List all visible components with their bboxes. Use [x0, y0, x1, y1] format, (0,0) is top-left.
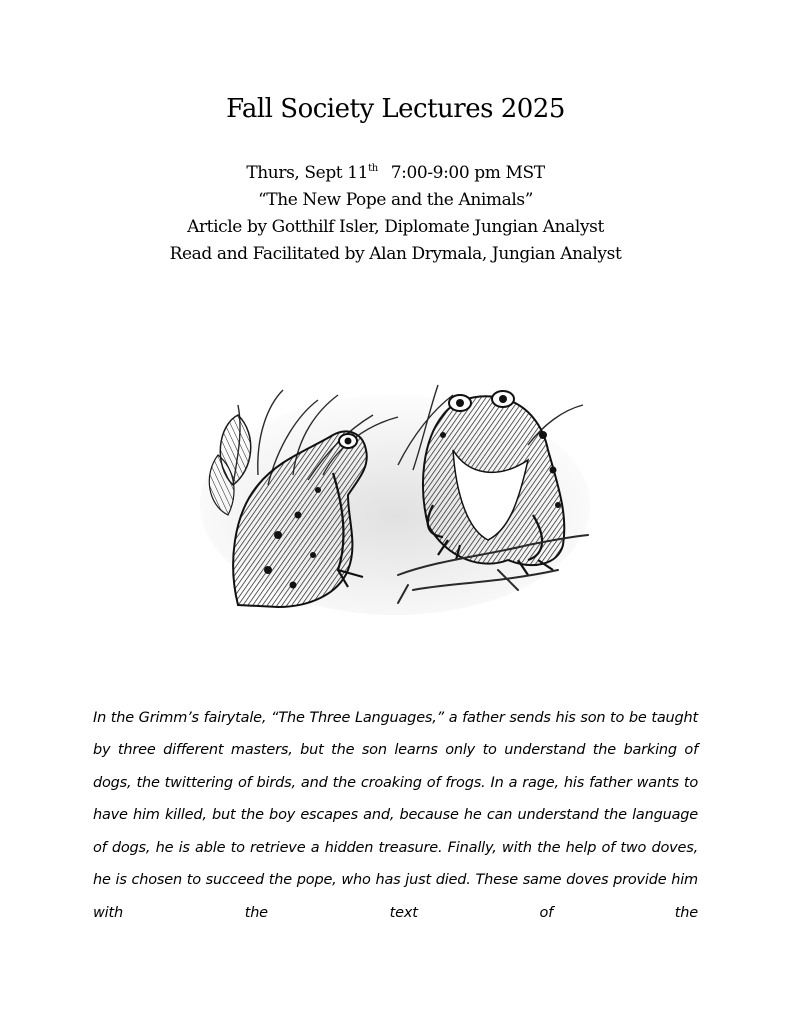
frogs-engraving-icon — [198, 355, 593, 615]
article-credit: Article by Gotthilf Isler, Diplomate Jungian Analyst — [187, 217, 604, 237]
event-info — [0, 155, 791, 268]
facilitator-credit: Read and Facilitated by Alan Drymala, Jungian Analyst — [169, 244, 622, 264]
event-date-line — [0, 155, 791, 187]
event-date-suffix: th — [368, 163, 378, 174]
talk-title: “The New Pope and the Animals” — [257, 190, 534, 210]
event-date: Thurs, Sept 11 — [246, 163, 369, 183]
event-time: 7:00-9:00 pm MST — [390, 163, 545, 183]
body-paragraph: In the Grimm’s fairytale, “The Three Languages,” a father sends his son to be taught by three different masters, but the son learns only to understand the barking of dogs, the twittering of birds, and the croaking of frogs. In a rage, his father wants to have him killed, but the boy escapes and, because he can understand the language of dogs, he is able to retrieve a hidden treasure. Finally, with the help of two doves, he is chosen to succeed the pope, who has just died. These same doves provide him with the text of the — [93, 709, 698, 921]
page-title: Fall Society Lectures 2025 — [226, 94, 565, 124]
